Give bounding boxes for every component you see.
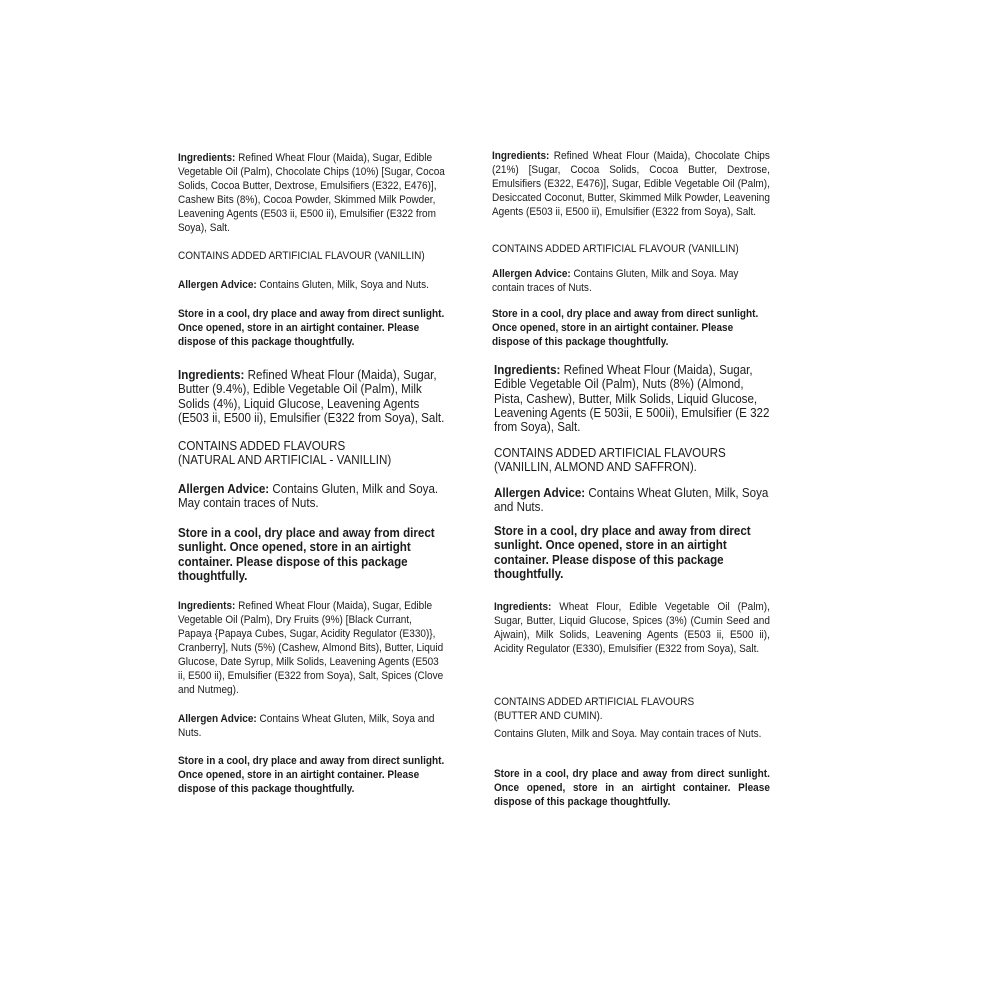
right-section2-allergen <box>494 486 770 515</box>
allergen-label: Allergen Advice: <box>178 481 270 496</box>
left-section1-flavour <box>178 249 446 263</box>
left-section2-allergen <box>178 482 446 511</box>
ingredients-text: Refined Wheat Flour (Maida), Sugar, Edible Vegetable Oil (Palm), Chocolate Chips (10%) [Sugar, Cocoa Solids, Cocoa Butter, Dextrose, Emulsifiers (E322, E476)], Cashew Bits (8%), Cocoa Powder, Skimmed Milk Powder, Leavening Agents (E503 ii, E500 ii), Emulsifier (E322 from Soya), Salt. <box>178 152 445 234</box>
left-section3-allergen <box>178 712 446 740</box>
flavour-line2: (BUTTER AND CUMIN). <box>494 710 603 722</box>
storage-text: Store in a cool, dry place and away from direct sunlight. Once opened, store in an airtight container. Please dispose of this package thoughtfully. <box>494 768 770 808</box>
left-section3-ingredients <box>178 599 446 697</box>
storage-text: Store in a cool, dry place and away from direct sunlight. Once opened, store in an airtight container. Please dispose of this package thoughtfully. <box>178 525 435 583</box>
allergen-label: Allergen Advice: <box>492 268 571 280</box>
storage-text: Store in a cool, dry place and away from direct sunlight. Once opened, store in an airtight container. Please dispose of this package thoughtfully. <box>178 308 445 348</box>
storage-text: Store in a cool, dry place and away from direct sunlight. Once opened, store in an airtight container. Please dispose of this package thoughtfully. <box>494 523 751 581</box>
allergen-text: Contains Wheat Gluten, Milk, Soya and Nuts. <box>178 713 435 739</box>
left-section2-storage <box>178 526 446 583</box>
storage-text: Store in a cool, dry place and away from direct sunlight. Once opened, store in an airtight container. Please dispose of this package thoughtfully. <box>178 755 445 795</box>
right-section1-allergen <box>492 267 770 295</box>
flavour-line2: (NATURAL AND ARTIFICIAL - VANILLIN) <box>178 452 392 468</box>
flavour-text: CONTAINS ADDED ARTIFICIAL FLAVOUR (VANILLIN) <box>492 243 739 255</box>
right-section3-flavour <box>494 695 721 723</box>
ingredients-text: Refined Wheat Flour (Maida), Sugar, Butter (9.4%), Edible Vegetable Oil (Palm), Milk Solids (4%), Liquid Glucose, Leavening Agents (E503 ii, E500 ii), Emulsifier (E322 from Soya), Salt. <box>178 367 445 425</box>
ingredients-label: Ingredients: <box>494 362 561 377</box>
right-section1-flavour <box>492 242 770 256</box>
storage-text: Store in a cool, dry place and away from direct sunlight. Once opened, store in an airtight container. Please dispose of this package thoughtfully. <box>492 308 759 348</box>
right-section3-ingredients <box>494 600 770 656</box>
ingredients-label: Ingredients: <box>178 600 236 612</box>
left-section1-storage <box>178 307 446 349</box>
ingredients-label: Ingredients: <box>178 367 245 382</box>
right-section2-flavour <box>494 446 757 475</box>
allergen-text: Contains Gluten, Milk and Soya. May contain traces of Nuts. <box>492 268 739 294</box>
ingredients-text: Refined Wheat Flour (Maida), Sugar, Edible Vegetable Oil (Palm), Nuts (8%) (Almond, Pista, Cashew), Butter, Milk Solids, Liquid Glucose, Leavening Agents (E 503ii, E 500ii), Emulsifier (E 322 from Soya), Salt. <box>494 362 770 435</box>
right-section3-allergen <box>494 727 770 741</box>
right-section1-ingredients <box>492 149 770 219</box>
allergen-label: Allergen Advice: <box>178 279 257 291</box>
left-section1-ingredients <box>178 151 446 235</box>
ingredients-label: Ingredients: <box>494 601 552 613</box>
allergen-label: Allergen Advice: <box>494 485 586 500</box>
right-section1-storage <box>492 307 770 349</box>
left-section3-storage <box>178 754 446 796</box>
ingredients-text: Wheat Flour, Edible Vegetable Oil (Palm), Sugar, Butter, Liquid Glucose, Spices (3%) (Cumin Seed and Ajwain), Milk Solids, Leavening Agents (E503 ii, E500 ii), Acidity Regulator (E330), Emulsifier (E322 from Soya), Salt. <box>494 601 770 655</box>
allergen-text: Contains Gluten, Milk and Soya. May contain traces of Nuts. <box>178 481 439 511</box>
left-section2-ingredients <box>178 368 446 425</box>
flavour-line1: CONTAINS ADDED ARTIFICIAL FLAVOURS <box>494 696 695 708</box>
allergen-text: Contains Gluten, Milk and Soya. May contain traces of Nuts. <box>494 728 762 740</box>
right-section2-ingredients <box>494 363 770 434</box>
left-section2-flavour <box>178 439 420 468</box>
ingredients-label: Ingredients: <box>492 150 550 162</box>
ingredients-label: Ingredients: <box>178 152 236 164</box>
ingredients-text: Refined Wheat Flour (Maida), Sugar, Edible Vegetable Oil (Palm), Dry Fruits (9%) [Black Currant, Papaya {Papaya Cubes, Sugar, Acidity Regulator (E330)}, Cranberry], Nuts (5%) (Cashew, Almond Bits), Butter, Liquid Glucose, Date Syrup, Milk Solids, Leavening Agents (E503 ii, E500 ii), Emulsifier (E322 from Soya), Salt, Spices (Clove and Nutmeg). <box>178 600 444 696</box>
right-section2-storage <box>494 524 770 581</box>
flavour-line1: CONTAINS ADDED FLAVOURS <box>178 438 346 453</box>
allergen-text: Contains Wheat Gluten, Milk, Soya and Nuts. <box>494 485 769 515</box>
flavour-line1: CONTAINS ADDED ARTIFICIAL FLAVOURS <box>494 445 726 460</box>
ingredients-text: Refined Wheat Flour (Maida), Chocolate Chips (21%) [Sugar, Cocoa Solids, Cocoa Butter, Dextrose, Emulsifiers (E322, E476)], Sugar, Edible Vegetable Oil (Palm), Desiccated Coconut, Butter, Skimmed Milk Powder, Leavening Agents (E503 ii, E500 ii), Emulsifier (E322 from Soya), Salt. <box>492 150 770 218</box>
allergen-text: Contains Gluten, Milk, Soya and Nuts. <box>256 279 429 291</box>
allergen-label: Allergen Advice: <box>178 713 257 725</box>
flavour-text: CONTAINS ADDED ARTIFICIAL FLAVOUR (VANILLIN) <box>178 250 425 262</box>
left-section1-allergen <box>178 278 446 292</box>
right-section3-storage <box>494 767 770 809</box>
flavour-line2: (VANILLIN, ALMOND AND SAFFRON). <box>494 459 697 475</box>
